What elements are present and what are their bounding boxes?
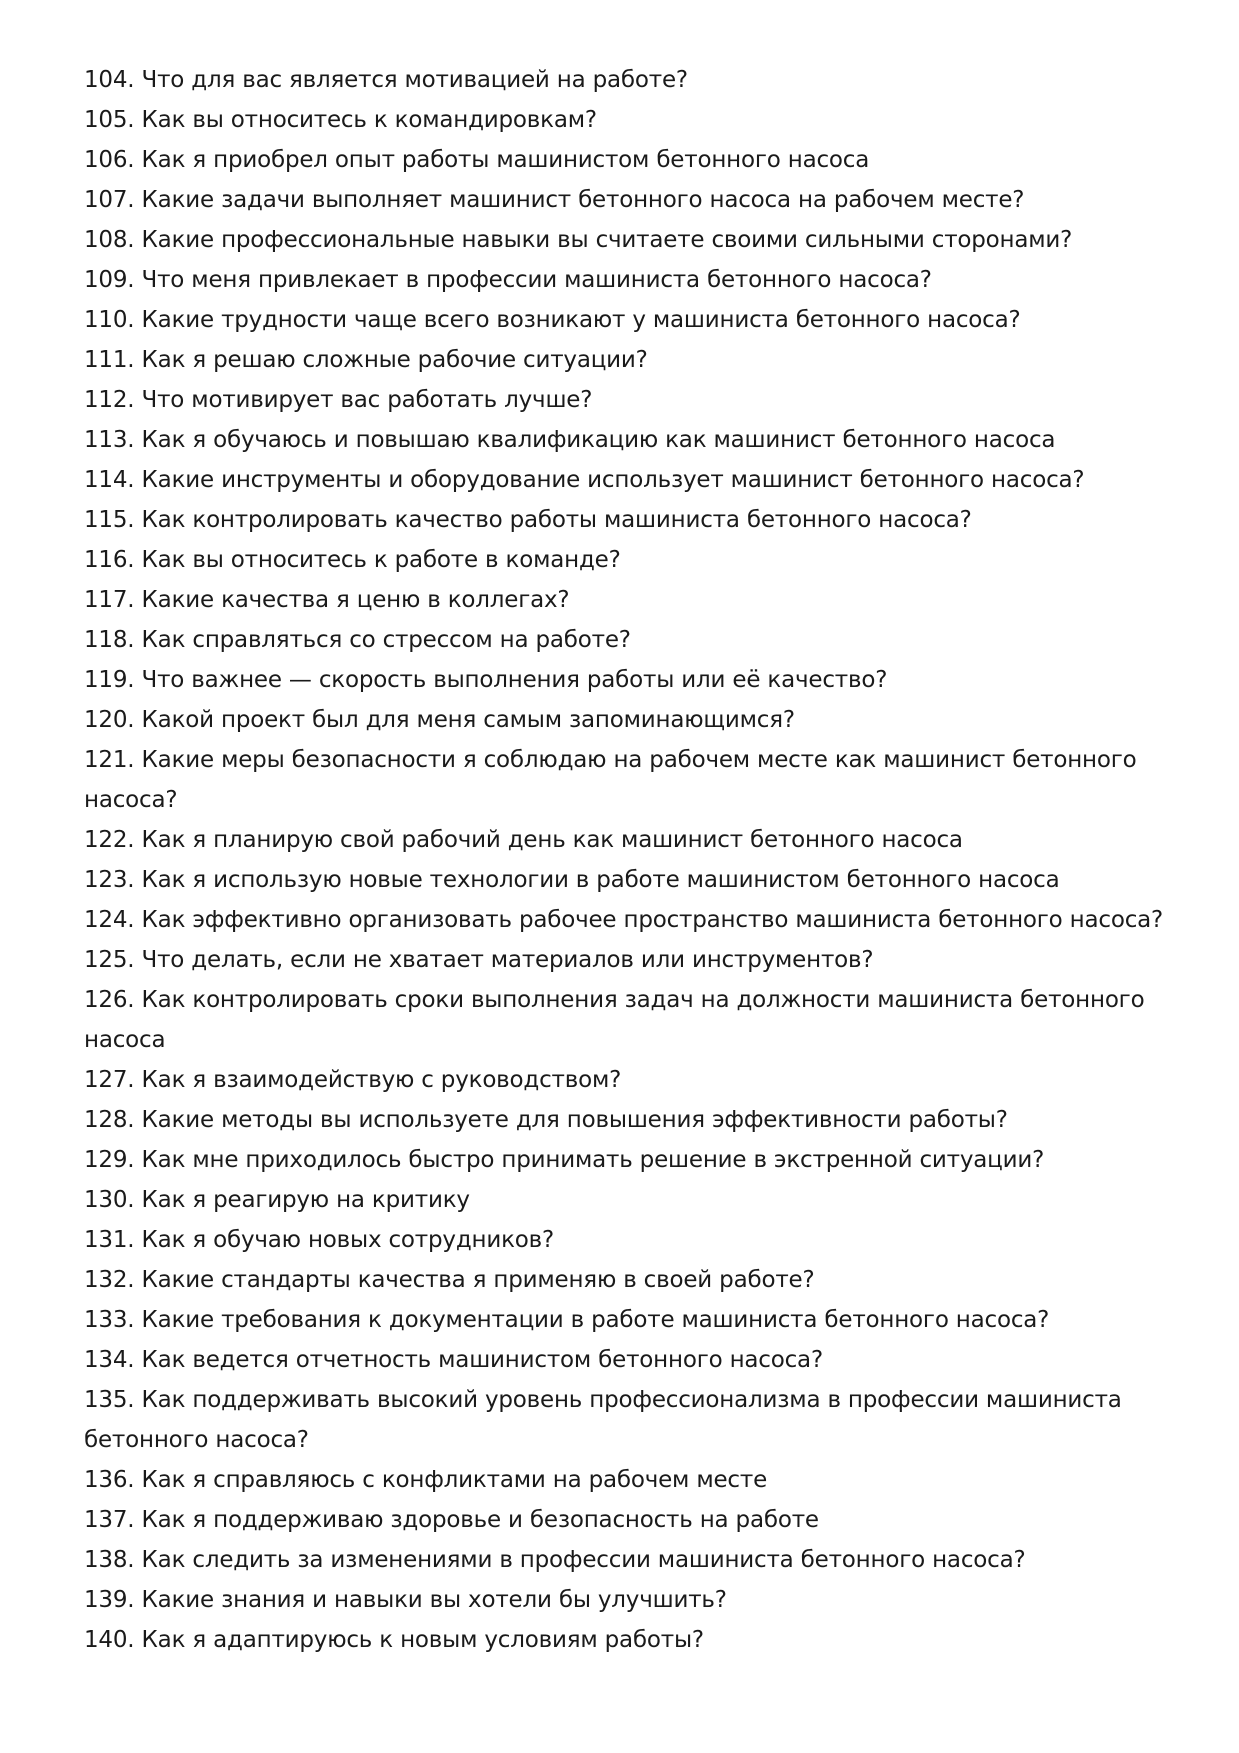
list-item-number: 104. — [84, 67, 135, 93]
list-item-text: Как контролировать сроки выполнения задач на должности машиниста бетонного — [141, 987, 1145, 1013]
list-item-number: 114. — [84, 467, 135, 493]
list-item-text: Какие стандарты качества я применяю в своей работе? — [141, 1267, 815, 1293]
list-item-number: 123. — [84, 867, 135, 893]
list-item-number: 134. — [84, 1347, 135, 1373]
list-item-text: Как вы относитесь к работе в команде? — [141, 547, 621, 573]
list-item-number: 126. — [84, 987, 135, 1013]
list-item-text: Как я поддерживаю здоровье и безопасность на работе — [141, 1507, 819, 1533]
list-item — [84, 340, 1164, 380]
list-item — [84, 900, 1164, 940]
list-item-number: 137. — [84, 1507, 135, 1533]
list-item — [84, 1580, 1164, 1620]
list-item-text: Как эффективно организовать рабочее пространство машиниста бетонного насоса? — [141, 907, 1164, 933]
list-item-number: 128. — [84, 1107, 135, 1133]
list-item — [84, 460, 1164, 500]
list-item — [84, 1260, 1164, 1300]
list-item-text: Что важнее — скорость выполнения работы или её качество? — [141, 667, 888, 693]
list-item-number: 136. — [84, 1467, 135, 1493]
list-item-number: 115. — [84, 507, 135, 533]
list-item-text-continuation: бетонного насоса? — [84, 1427, 309, 1453]
list-item-text: Какой проект был для меня самым запоминающимся? — [141, 707, 795, 733]
list-item-text: Какие трудности чаще всего возникают у машиниста бетонного насоса? — [141, 307, 1021, 333]
list-item — [84, 740, 1164, 820]
list-item — [84, 140, 1164, 180]
list-item-text: Что делать, если не хватает материалов или инструментов? — [141, 947, 874, 973]
list-item-number: 125. — [84, 947, 135, 973]
list-item-number: 135. — [84, 1387, 135, 1413]
list-item — [84, 380, 1164, 420]
list-item-number: 108. — [84, 227, 135, 253]
list-item-text: Как следить за изменениями в профессии машиниста бетонного насоса? — [141, 1547, 1026, 1573]
list-item-text: Как контролировать качество работы машиниста бетонного насоса? — [141, 507, 972, 533]
list-item-number: 111. — [84, 347, 135, 373]
list-item-number: 140. — [84, 1627, 135, 1653]
list-item-text: Какие требования к документации в работе машиниста бетонного насоса? — [141, 1307, 1050, 1333]
list-item — [84, 620, 1164, 660]
list-item-text: Как поддерживать высокий уровень профессионализма в профессии машиниста — [141, 1387, 1122, 1413]
list-item-number: 139. — [84, 1587, 135, 1613]
list-item-text: Какие качества я ценю в коллегах? — [141, 587, 570, 613]
list-item-text: Какие знания и навыки вы хотели бы улучшить? — [141, 1587, 727, 1613]
list-item-number: 131. — [84, 1227, 135, 1253]
list-item — [84, 580, 1164, 620]
list-item — [84, 980, 1164, 1060]
list-item-text: Что мотивирует вас работать лучше? — [141, 387, 593, 413]
list-item — [84, 100, 1164, 140]
list-item-text-continuation: насоса? — [84, 787, 178, 813]
list-item-number: 127. — [84, 1067, 135, 1093]
list-item-number: 118. — [84, 627, 135, 653]
list-item-number: 107. — [84, 187, 135, 213]
list-item-text: Как я обучаю новых сотрудников? — [141, 1227, 555, 1253]
list-item-text: Как я планирую свой рабочий день как машинист бетонного насоса — [141, 827, 963, 853]
list-item — [84, 300, 1164, 340]
list-item — [84, 500, 1164, 540]
list-item — [84, 700, 1164, 740]
list-item-number: 133. — [84, 1307, 135, 1333]
list-item-number: 117. — [84, 587, 135, 613]
list-item-number: 105. — [84, 107, 135, 133]
list-item-text: Что для вас является мотивацией на работе? — [141, 67, 688, 93]
list-item-number: 130. — [84, 1187, 135, 1213]
list-item-text: Как мне приходилось быстро принимать решение в экстренной ситуации? — [141, 1147, 1045, 1173]
list-item — [84, 660, 1164, 700]
list-item — [84, 1300, 1164, 1340]
list-item-text: Как я взаимодействую с руководством? — [141, 1067, 622, 1093]
list-item-number: 119. — [84, 667, 135, 693]
list-item-text: Как я использую новые технологии в работе машинистом бетонного насоса — [141, 867, 1060, 893]
list-item-number: 116. — [84, 547, 135, 573]
list-item-number: 112. — [84, 387, 135, 413]
list-item-text: Как я обучаюсь и повышаю квалификацию как машинист бетонного насоса — [141, 427, 1056, 453]
list-item-text: Какие меры безопасности я соблюдаю на рабочем месте как машинист бетонного — [141, 747, 1137, 773]
list-item-text: Как вы относитесь к командировкам? — [141, 107, 597, 133]
list-item — [84, 180, 1164, 220]
list-item — [84, 1620, 1164, 1660]
list-item-text: Как ведется отчетность машинистом бетонного насоса? — [141, 1347, 823, 1373]
list-item — [84, 1180, 1164, 1220]
list-item — [84, 260, 1164, 300]
list-item-number: 120. — [84, 707, 135, 733]
list-item — [84, 1340, 1164, 1380]
list-item-text: Как я реагирую на критику — [141, 1187, 470, 1213]
list-item-number: 110. — [84, 307, 135, 333]
list-item-number: 122. — [84, 827, 135, 853]
list-item-number: 109. — [84, 267, 135, 293]
list-item — [84, 1220, 1164, 1260]
list-item-number: 124. — [84, 907, 135, 933]
list-item-text: Какие методы вы используете для повышения эффективности работы? — [141, 1107, 1008, 1133]
list-item — [84, 60, 1164, 100]
list-item-text: Что меня привлекает в профессии машиниста бетонного насоса? — [141, 267, 932, 293]
list-item — [84, 420, 1164, 460]
list-item-text: Как я решаю сложные рабочие ситуации? — [141, 347, 648, 373]
list-item-text: Как я справляюсь с конфликтами на рабочем месте — [141, 1467, 768, 1493]
list-item-number: 121. — [84, 747, 135, 773]
list-item — [84, 540, 1164, 580]
list-item-number: 138. — [84, 1547, 135, 1573]
list-item-text: Как я приобрел опыт работы машинистом бетонного насоса — [141, 147, 870, 173]
list-item — [84, 1460, 1164, 1500]
list-item — [84, 1060, 1164, 1100]
list-item-text: Как я адаптируюсь к новым условиям работы? — [141, 1627, 704, 1653]
list-item — [84, 1140, 1164, 1180]
list-item — [84, 1100, 1164, 1140]
list-item-number: 113. — [84, 427, 135, 453]
list-item-text-continuation: насоса — [84, 1027, 166, 1053]
list-item — [84, 820, 1164, 860]
list-item-text: Какие задачи выполняет машинист бетонного насоса на рабочем месте? — [141, 187, 1025, 213]
list-item-number: 129. — [84, 1147, 135, 1173]
list-item — [84, 220, 1164, 260]
question-list — [84, 60, 1164, 1660]
list-item — [84, 1540, 1164, 1580]
list-item-text: Какие профессиональные навыки вы считаете своими сильными сторонами? — [141, 227, 1073, 253]
list-item-text: Какие инструменты и оборудование использует машинист бетонного насоса? — [141, 467, 1085, 493]
list-item — [84, 860, 1164, 900]
list-item-number: 106. — [84, 147, 135, 173]
list-item-text: Как справляться со стрессом на работе? — [141, 627, 631, 653]
list-item — [84, 1500, 1164, 1540]
list-item — [84, 940, 1164, 980]
list-item-number: 132. — [84, 1267, 135, 1293]
list-item — [84, 1380, 1164, 1460]
